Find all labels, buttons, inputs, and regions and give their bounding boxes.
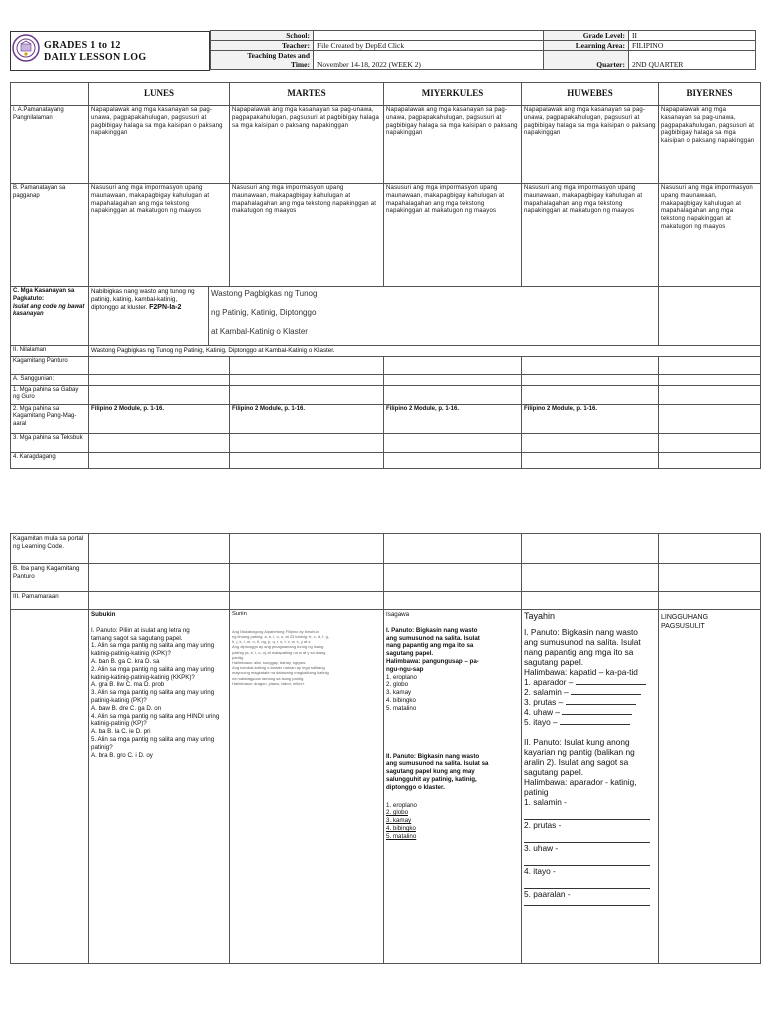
kag-tue (230, 356, 384, 374)
row-label-teksbuk: 3. Mga pahina sa Teksbuk (11, 433, 89, 452)
lingguhan-line-2: PAGSUSULIT (661, 623, 705, 630)
answer-line (566, 704, 636, 705)
deped-seal-icon (12, 34, 40, 62)
row-label-karagdagang: 4. Karagdagang (11, 452, 89, 468)
subukin-line: A. baw B. dre C. ga D. on (91, 704, 162, 712)
a-thu: Napapalawak ang mga kasanayan sa pag-unawa, pagpapakahulugan, pagsusuri at pagbibigay halaga sa mga kaisipan o paksang napakinggan (522, 106, 659, 184)
tek-wed (384, 433, 522, 452)
row-label-a: I. A.Pamanatayang Pangnilalaman (11, 106, 89, 184)
kag-fri (659, 356, 761, 374)
b-thu: Nasusuri ang mga impormasyon upang maunawaan, makapagbigay kahulugan at mapahalagahan ang mga tekstong napakinggan at makatugon ng maayos (522, 184, 659, 287)
san-tue (230, 374, 384, 385)
teacher-value: File Created by DepEd Click (314, 41, 544, 51)
b-mon: Nasusuri ang mga impormasyon upang maunawaan, makapagbigay kahulugan at mapahalagahan ang mga tekstong napakinggan at makatugon ng maayos (89, 184, 230, 287)
title-line-2: DAILY LESSON LOG (44, 52, 147, 63)
subukin-line: 1. Alin sa mga pantig ng salita ang may uring (91, 642, 215, 650)
tayahin-line: aralin 2). Isulat ang sagot sa (524, 757, 629, 767)
module-tue: Filipino 2 Module, p. 1-16. (230, 404, 384, 433)
tayahin-item: 3. uhaw - (524, 843, 559, 853)
isagawa-item: 3. kamay (386, 817, 412, 825)
tayahin-item: 5. paaralan - (524, 889, 571, 899)
tayahin-item-text: 4. uhaw – (524, 707, 560, 717)
c-topic (209, 287, 659, 345)
isagawa-line: II. Panuto: Bigkasin nang wasto (386, 752, 480, 760)
dates-label (211, 51, 314, 70)
iba-tue (230, 564, 384, 592)
tayahin-item (524, 677, 656, 687)
tayahin-item-text: 2. salamin – (524, 687, 569, 697)
tayahin-cell (522, 610, 659, 964)
day-friday: BIYERNES (659, 83, 761, 106)
isagawa-line: diptonggo o klaster. (386, 783, 445, 791)
kag-mon (89, 356, 230, 374)
isagawa-line: nang papantig ang mga ito sa (386, 642, 474, 650)
kar-wed (384, 452, 522, 468)
iba-thu (522, 564, 659, 592)
grade-value: II (629, 31, 756, 41)
subukin-line: katinig-katinig-patinig-katinig (KKPK)? (91, 673, 195, 681)
tayahin-line: kayarian ng pantig (balikan ng (524, 747, 635, 757)
c-fri (659, 287, 761, 346)
isagawa-line: ngu-ngu-sap (386, 665, 424, 673)
isagawa-item: 5. matalino (386, 832, 417, 840)
tayahin-item: 2. prutas - (524, 820, 562, 830)
tayahin-item-text: 3. prutas – (524, 697, 564, 707)
kar-fri (659, 452, 761, 468)
tayahin-line: patinig (524, 787, 549, 797)
lesson-table-page-1 (10, 82, 761, 469)
c-label: C. Mga Kasanayan sa Pagkatuto: (13, 288, 75, 302)
tek-tue (230, 433, 384, 452)
tayahin-line: Halimbawa: aparador - katinig, (524, 777, 637, 787)
module-thu: Filipino 2 Module, p. 1-16. (522, 404, 659, 433)
san-wed (384, 374, 522, 385)
row-label-iba: B. Iba pang Kagamitang Panturo (11, 564, 89, 592)
tayahin-line: nang papantig ang mga ito sa (524, 647, 634, 657)
module-fri (659, 404, 761, 433)
por-fri (659, 534, 761, 564)
day-tuesday: MARTES (230, 83, 384, 106)
c-topic-line-1: Wastong Pagbigkas ng Tunog (211, 289, 318, 298)
isagawa-line: I. Panuto: Bigkasin nang wasto (386, 626, 478, 634)
dates-label-1: Teaching Dates and (247, 51, 310, 60)
isagawa-line: sagutang papel kung ang may (386, 768, 475, 776)
isagawa-cell (384, 610, 522, 964)
day-thursday: HUWEBES (522, 83, 659, 106)
pam-fri (659, 592, 761, 610)
day-monday: LUNES (89, 83, 230, 106)
lingguhan-line-1: LINGGUHANG (661, 614, 709, 621)
san-thu (522, 374, 659, 385)
subukin-line: 4. Alin sa mga pantig ng salita ang HINDI uring (91, 712, 220, 720)
answer-line (560, 724, 630, 725)
tayahin-item (524, 707, 656, 717)
answer-line (524, 853, 650, 866)
kag-wed (384, 356, 522, 374)
isagawa-item: 1. eroplano (386, 801, 417, 809)
kar-mon (89, 452, 230, 468)
iba-fri (659, 564, 761, 592)
tayahin-line: sagutang papel. (524, 657, 584, 667)
module-mon: Filipino 2 Module, p. 1-16. (89, 404, 230, 433)
subukin-cell (89, 610, 230, 964)
row-label-pangmagaaral: 2. Mga pahina sa Kagamitang Pang-Mag-aaral (11, 404, 89, 433)
isagawa-line: Halimbawa: pangungusap – pa- (386, 657, 479, 665)
suriin-line: Ang diptonggo ay ang pinagsamang tunog ng isang (232, 644, 324, 650)
iba-mon (89, 564, 230, 592)
procedure-label-blank (11, 610, 89, 964)
por-thu (522, 534, 659, 564)
subukin-line: A. ba B. la C. ie D. pri (91, 728, 151, 736)
c-code: F2PN-Ia-2 (149, 304, 182, 311)
kar-thu (522, 452, 659, 468)
c-sublabel: Isulat ang code ng bawat kasanayan (13, 303, 85, 318)
tayahin-line: I. Panuto: Bigkasin nang wasto (524, 627, 638, 637)
tayahin-item: 1. salamin - (524, 797, 567, 807)
gab-thu (522, 385, 659, 404)
header-table (210, 30, 756, 70)
row-label-c (11, 287, 89, 346)
quarter-value: 2ND QUARTER (629, 51, 756, 70)
module-wed: Filipino 2 Module, p. 1-16. (384, 404, 522, 433)
answer-line (571, 694, 641, 695)
answer-line (524, 876, 650, 889)
tayahin-item (524, 697, 656, 707)
row-label-gabay: 1. Mga pahina sa Gabay ng Guro (11, 385, 89, 404)
subukin-line: 2. Alin sa mga pantig ng salita ang may uring (91, 665, 215, 673)
isagawa-item: 4. bibingko (386, 824, 416, 832)
c-merged-cell (89, 287, 659, 346)
quarter-label: Quarter: (544, 51, 629, 70)
isagawa-item: 3. kamay (386, 689, 412, 697)
tek-mon (89, 433, 230, 452)
row-label-nilalaman: II. Nilalaman (11, 346, 89, 357)
suriin-title: Suriin (232, 611, 247, 617)
gab-wed (384, 385, 522, 404)
isagawa-line: salungguhit ay patinig, katinig, (386, 775, 477, 783)
suriin-line: Ang Makabagong Alpabetong Filipino ay binubuo (232, 628, 319, 634)
row-label-portal: Kagamitan mula sa portal ng Learning Code. (11, 534, 89, 564)
c-topic-line-2: ng Patinig, Katinig, Diptonggo (211, 308, 317, 317)
isagawa-item: 5. matalino (386, 704, 417, 712)
suriin-line: mayroong magkatabi na dalawang magkaibang katinig (232, 670, 329, 676)
tek-thu (522, 433, 659, 452)
isagawa-line: ang sumusunod na salita. Isulat sa (386, 760, 489, 768)
answer-line (576, 684, 646, 685)
por-wed (384, 534, 522, 564)
isagawa-line: ang sumusunod na salita. Isulat (386, 634, 480, 642)
pam-tue (230, 592, 384, 610)
c-competency (89, 287, 209, 345)
por-mon (89, 534, 230, 564)
subukin-line: katinig-patinig (KP)? (91, 720, 147, 728)
blank-corner (11, 83, 89, 106)
pam-thu (522, 592, 659, 610)
suriin-line: Ang kambal-katinig o klaster naman ay mga salitang (232, 665, 325, 671)
area-value: FILIPINO (629, 41, 756, 51)
b-fri: Nasusuri ang mga impormasyon upang maunawaan, makapagbigay kahulugan at mapahalagahan ang mga tekstong napakinggan at makatugon ng maayos (659, 184, 761, 287)
a-mon: Napapalawak ang mga kasanayan sa pag-unawa, pagpapakahulugan, pagsusuri at pagbibigay halaga sa mga kaisipan o paksang napakinggan (89, 106, 230, 184)
row-label-pamamaraan: III. Pamamaraan (11, 592, 89, 610)
tayahin-item-text: 1. aparador – (524, 677, 574, 687)
isagawa-item: 4. bibingko (386, 696, 416, 704)
subukin-line: A. bra B. gro C. i D. oy (91, 751, 153, 759)
row-label-sanggunian: A. Sanggunian: (11, 374, 89, 385)
suriin-cell (230, 610, 384, 964)
pam-wed (384, 592, 522, 610)
subukin-line: A. gra B. liw C. ma D. prob (91, 681, 165, 689)
teacher-label: Teacher: (211, 41, 314, 51)
tayahin-item (524, 717, 656, 727)
subukin-line: patinig? (91, 743, 113, 751)
nilalaman-text: Wastong Pagbigkas ng Tunog ng Patinig, Katinig, Diptonggo at Kambal-Katinig o Klaster. (89, 346, 761, 357)
por-tue (230, 534, 384, 564)
san-mon (89, 374, 230, 385)
page-title (44, 40, 146, 64)
tayahin-title: Tayahin (524, 611, 556, 621)
c-topic-line-3: at Kambal-Katinig o Klaster (211, 327, 308, 336)
isagawa-title: Isagawa (386, 611, 410, 618)
a-wed: Napapalawak ang mga kasanayan sa pag-unawa, pagpapakahulugan, pagsusuri at pagbibigay halaga sa mga kaisipan o paksang napakinggan (384, 106, 522, 184)
gab-fri (659, 385, 761, 404)
b-wed: Nasusuri ang mga impormasyon upang maunawaan, makapagbigay kahulugan at mapahalagahan ang mga tekstong napakinggan at makatugon ng maayos (384, 184, 522, 287)
lingguhan-cell (659, 610, 761, 964)
answer-line (524, 899, 650, 906)
school-value (314, 31, 544, 41)
grade-label: Grade Level: (544, 31, 629, 41)
subukin-title: Subukin (91, 611, 116, 618)
row-label-kagamitan: Kagamitang Panturo (11, 356, 89, 374)
suriin-line: patinig (a, e, i, o, u) at malapatinig na w at y sa isang (232, 649, 326, 655)
suriin-line: pantig. (232, 654, 245, 660)
area-label: Learning Area: (544, 41, 629, 51)
school-label: School: (211, 31, 314, 41)
a-fri: Napapalawak ang mga kasanayan sa pag-unawa, pagpapakahulugan, pagsusuri at pagbibigay halaga sa mga kaisipan o paksang napakinggan (659, 106, 761, 184)
tayahin-line: Halimbawa: kapatid – ka-pa-tid (524, 667, 638, 677)
b-tue: Nasusuri ang mga impormasyon upang maunawaan, makapagbigay kahulugan at mapahalagahan ang mga tekstong napakinggan at makatugon ng maayos (230, 184, 384, 287)
tayahin-line: ang sumusunod na salita. Isulat (524, 637, 641, 647)
lesson-table-page-2 (10, 533, 761, 964)
answer-line (524, 830, 650, 843)
tek-fri (659, 433, 761, 452)
subukin-line: tamang sagot sa sagutang papel. (91, 634, 183, 642)
answer-line (562, 714, 632, 715)
isagawa-line: sagutang papel. (386, 650, 434, 658)
suriin-line: ng limang patinig: a, e, i, o, u, at 23 katinig: b, c, d, f, g, (232, 634, 329, 639)
dates-label-2: Time: (290, 60, 310, 69)
subukin-line: A. ban B. ga C. kra D. sa (91, 657, 160, 665)
gab-mon (89, 385, 230, 404)
subukin-line: 5. Alin sa mga pantig ng salita ang may uring (91, 735, 215, 743)
suriin-line: h, j, k, l, m, n, ñ, ng, p, q, r, s, t, v, w, x, y at z. (232, 639, 312, 645)
subukin-line: patinig-katinig (PK)? (91, 696, 147, 704)
tayahin-item: 4. itayo - (524, 866, 556, 876)
isagawa-item: 2. globo (386, 809, 409, 817)
subukin-line: 3. Alin sa mga pantig ng salita ang may uring (91, 689, 215, 697)
tayahin-item-text: 5. itayo – (524, 717, 558, 727)
iba-wed (384, 564, 522, 592)
subukin-line: I. Panuto: Piliin at isulat ang letra ng (91, 626, 190, 634)
suriin-line: na matatagpuan lamang sa isang pantig. (232, 675, 305, 681)
san-fri (659, 374, 761, 385)
suriin-line: Halimbawa: aliw, sunggay, bahay, ngiyaw. (232, 660, 307, 666)
isagawa-item: 2. globo (386, 681, 409, 689)
suriin-line: Halimbawa: dragon, plawo, tsikot, mikrei. (232, 680, 305, 686)
title-line-1: GRADES 1 to 12 (44, 40, 121, 51)
row-label-b: B. Pamanatayan sa pagganap (11, 184, 89, 287)
dates-value: November 14-18, 2022 (WEEK 2) (314, 51, 544, 70)
day-wednesday: MIYERKULES (384, 83, 522, 106)
tayahin-item (524, 687, 656, 697)
kag-thu (522, 356, 659, 374)
subukin-line: katinig-patinig-katinig (KPK)? (91, 650, 171, 658)
kar-tue (230, 452, 384, 468)
a-tue: Napapalawak ang mga kasanayan sa pag-unawa, pagpapakahulugan, pagsusuri at pagbibigay halaga sa mga kaisipan o paksang napakinggan (230, 106, 384, 184)
c-competency-text: Nabibigkas nang wasto ang tunog ng patinig, katinig, kambal-katinig, diptonggo at kluster. (91, 288, 195, 311)
tayahin-line: sagutang papel. (524, 767, 584, 777)
pam-mon (89, 592, 230, 610)
answer-line (524, 807, 650, 820)
isagawa-item: 1. eroplano (386, 673, 417, 681)
c-inner (89, 287, 658, 345)
gab-tue (230, 385, 384, 404)
tayahin-line: II. Panuto: Isulat kung anong (524, 737, 630, 747)
